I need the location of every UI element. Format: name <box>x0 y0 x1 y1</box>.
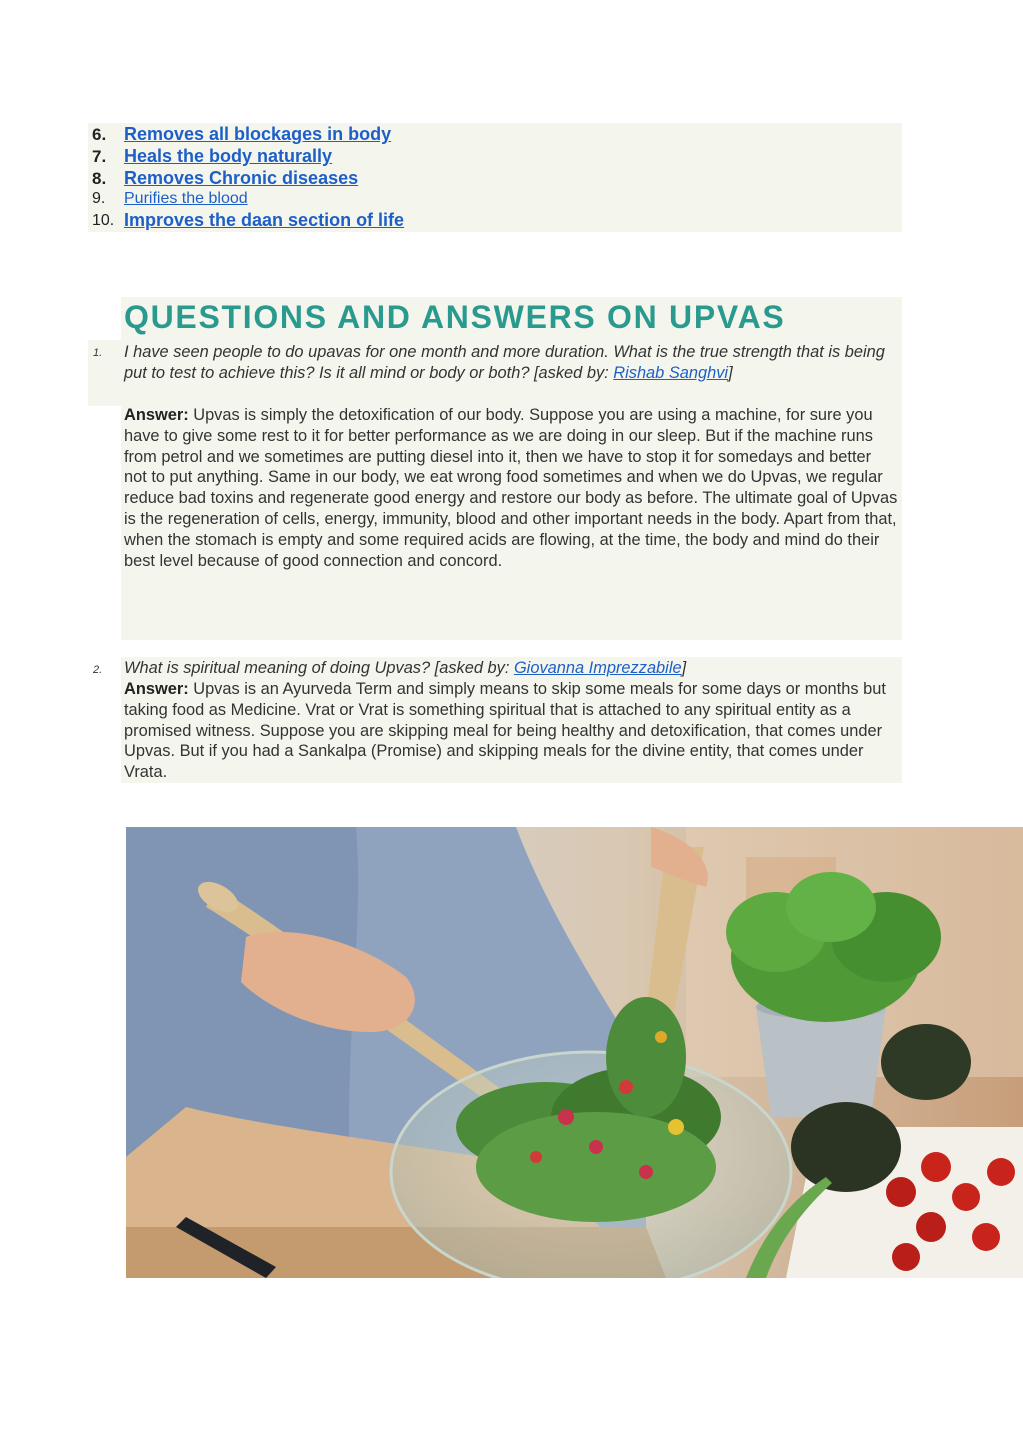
asker-link[interactable]: Giovanna Imprezzabile <box>513 659 682 677</box>
benefit-link[interactable]: Improves the daan section of life <box>124 210 405 230</box>
question-1 <box>124 342 898 384</box>
asker-link[interactable]: Rishab Sanghvi <box>613 363 729 382</box>
list-number: 9. <box>92 190 106 207</box>
benefit-link[interactable]: Purifies the blood <box>124 190 248 207</box>
benefit-link[interactable]: Removes all blockages in body <box>124 124 392 144</box>
herb-pot <box>756 1007 886 1117</box>
answer-label: Answer: <box>124 680 189 698</box>
answer-text: Upvas is an Ayurveda Term and simply means to skip some meals for some days or months but taking food as Medicine. Vrat or Vrat is something spiritual that is attached to any spiritual entity as a promised witness. Suppose you are skipping meal for being healthy and detoxification, that comes under Upvas. But if you had a Sankalpa (Promise) and skipping meals for the divine entity, that comes under Vrata. <box>124 680 886 782</box>
answer-text: Upvas is simply the detoxification of our body. Suppose you are using a machine, for sure you have to give some rest to it for better performance as we are doing in our sleep. But if the machine runs from petrol and we sometimes are putting diesel into it, then we have to stop it for somedays and better not to put anything. Same in our body, we eat wrong food sometimes and when we do Upvas, we regular reduce bad toxins and regenerate good energy and restore our body as before. The ultimate goal of Upvas is the regeneration of cells, energy, immunity, blood and other important needs in the body. Apart from that, when the stomach is empty and some required acids are flowing, at the time, the body and mind do their best level because of good connection and concord. <box>124 406 898 570</box>
answer-1 <box>124 405 898 571</box>
question-text: I have seen people to do upavas for one month and more duration. What is the true strength that is being put to test to achieve this? Is it all mind or body or both? [asked by: <box>124 343 885 382</box>
question-2 <box>124 658 898 679</box>
salad-photo <box>126 827 1023 1278</box>
avocado <box>881 1024 971 1100</box>
question-number: 1. <box>93 347 103 359</box>
answer-2 <box>124 679 898 783</box>
list-number: 10. <box>92 212 115 229</box>
benefit-link[interactable]: Heals the body naturally <box>124 146 333 166</box>
question-text: What is spiritual meaning of doing Upvas? [asked by: <box>124 659 514 677</box>
list-number: 6. <box>92 125 107 144</box>
list-number: 7. <box>92 147 107 166</box>
benefit-link[interactable]: Removes Chronic diseases <box>124 168 359 188</box>
avocado-2 <box>791 1102 901 1192</box>
question-close: ] <box>681 659 687 677</box>
answer-label: Answer: <box>124 406 189 424</box>
question-number: 2. <box>93 664 103 676</box>
question-close: ] <box>728 363 733 382</box>
benefits-list <box>88 123 902 232</box>
salad-illustration <box>126 827 1023 1278</box>
list-number: 8. <box>92 169 107 188</box>
section-heading: QUESTIONS AND ANSWERS ON UPVAS <box>124 299 786 335</box>
